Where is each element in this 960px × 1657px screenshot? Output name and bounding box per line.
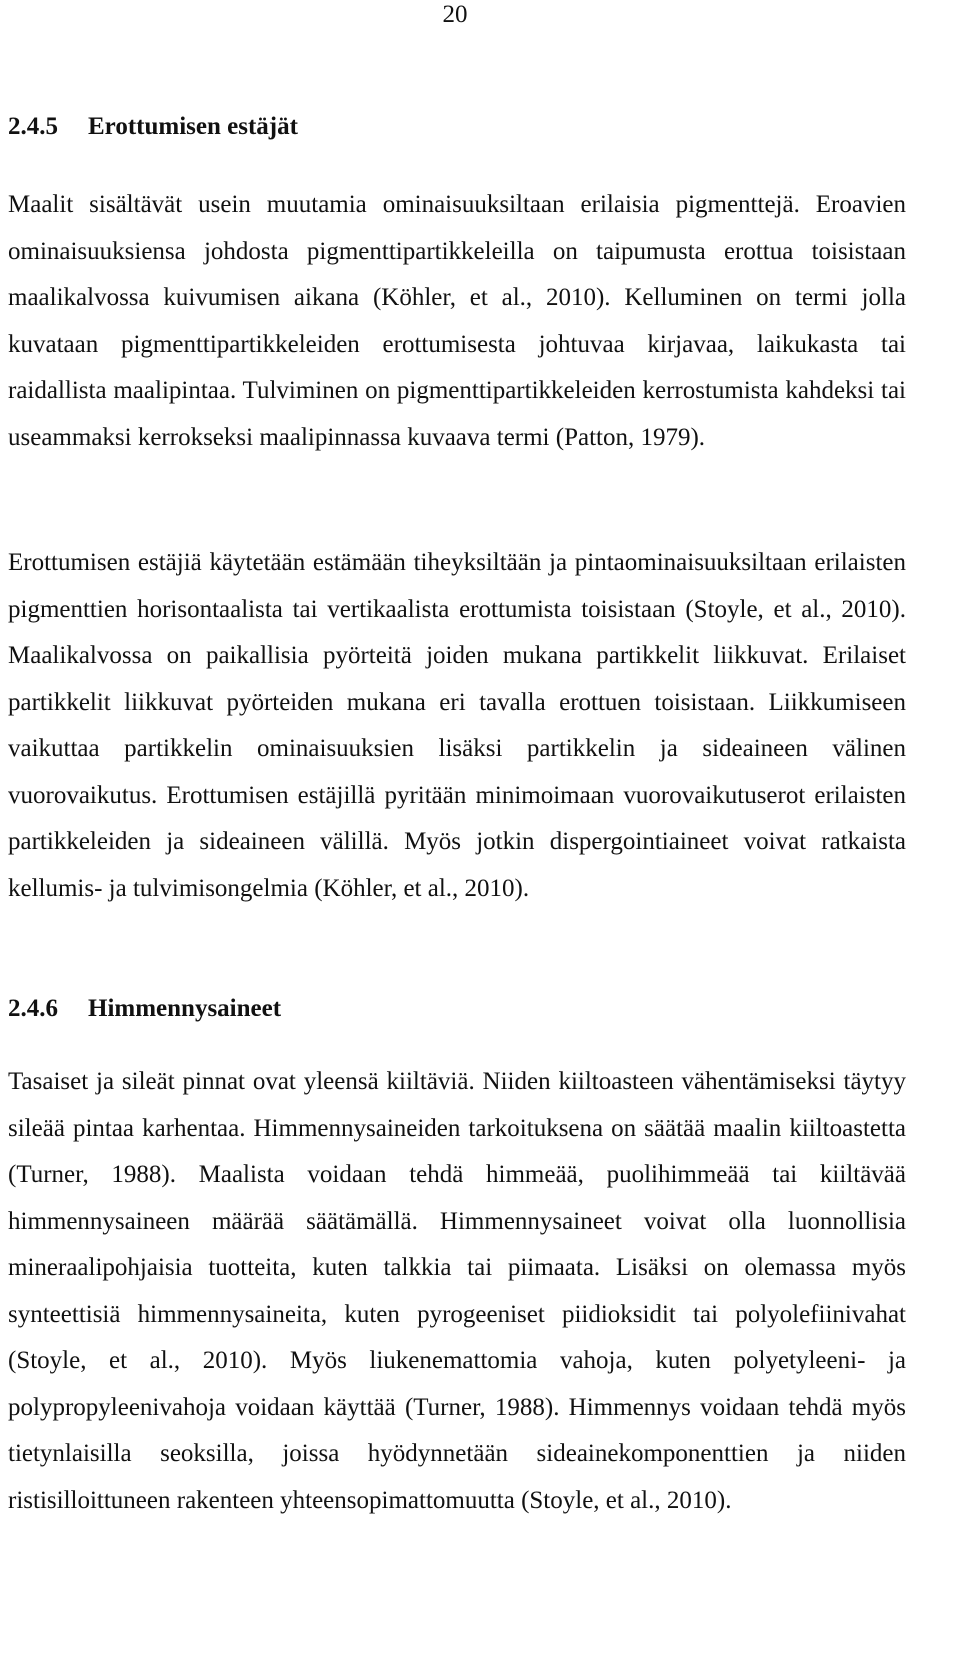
section-heading-2-4-6 [8,994,281,1024]
section-number: 2.4.5 [8,113,58,140]
section-title: Erottumisen estäjät [88,113,298,140]
section-number: 2.4.6 [8,995,58,1022]
paragraph-anti-separation-agents: Erottumisen estäjiä käytetään estämään tiheyksiltään ja pintaominaisuuksiltaan erilaisten pigmenttien horisontaalista tai vertikaalista erottumista toisistaan (Stoyle, et al., 2010). Maalikalvossa on paikallisia pyörteitä joiden mukana partikkelit liikkuvat. Erilaiset partikkelit liikkuvat pyörteiden mukana eri tavalla erottuen toisistaan. Liikkumiseen vaikuttaa partikkelin ominaisuuksien lisäksi partikkelin ja sideaineen välinen vuorovaikutus. Erottumisen estäjillä pyritään minimoimaan vuorovaikutuserot erilaisten partikkeleiden ja sideaineen välillä. Myös jotkin dispergointiaineet voivat ratkaista kellumis- ja tulvimisongelmia (Köhler, et al., 2010). [8,549,906,902]
paragraph-matting-agents: Tasaiset ja sileät pinnat ovat yleensä kiiltäviä. Niiden kiiltoasteen vähentämiseksi täytyy sileää pintaa karhentaa. Himmennysaineiden tarkoituksena on säätää maalin kiiltoastetta (Turner, 1988). Maalista voidaan tehdä himmeää, puolihimmeää tai kiiltävää himmennysaineen määrää säätämällä. Himmennysaineet voivat olla luonnollisia mineraalipohjaisia tuotteita, kuten talkkia tai piimaata. Lisäksi on olemassa myös synteettisiä himmennysaineita, kuten pyrogeeniset piidioksidit tai polyolefiinivahat (Stoyle, et al., 2010). Myös liukenemattomia vahoja, kuten polyetyleeni- ja polypropyleenivahoja voidaan käyttää (Turner, 1988). Himmennys voidaan tehdä myös tietynlaisilla seoksilla, joissa hyödynnetään sideainekomponenttien ja niiden ristisilloittuneen rakenteen yhteensopimattomuutta (Stoyle, et al., 2010). [8,1068,906,1514]
section-heading-2-4-5 [8,112,298,142]
page-number: 20 [442,1,468,28]
section-title: Himmennysaineet [88,995,282,1022]
paragraph-pigment-separation: Maalit sisältävät usein muutamia ominaisuuksiltaan erilaisia pigmenttejä. Eroavien ominaisuuksiensa johdosta pigmenttipartikkeleilla on taipumusta erottua toisistaan maalikalvossa kuivumisen aikana (Köhler, et al., 2010). Kelluminen on termi jolla kuvataan pigmenttipartikkeleiden erottumisesta johtuvaa kirjavaa, laikukasta tai raidallista maalipintaa. Tulviminen on pigmenttipartikkeleiden kerrostumista kahdeksi tai useammaksi kerrokseksi maalipinnassa kuvaava termi (Patton, 1979). [8,191,906,451]
